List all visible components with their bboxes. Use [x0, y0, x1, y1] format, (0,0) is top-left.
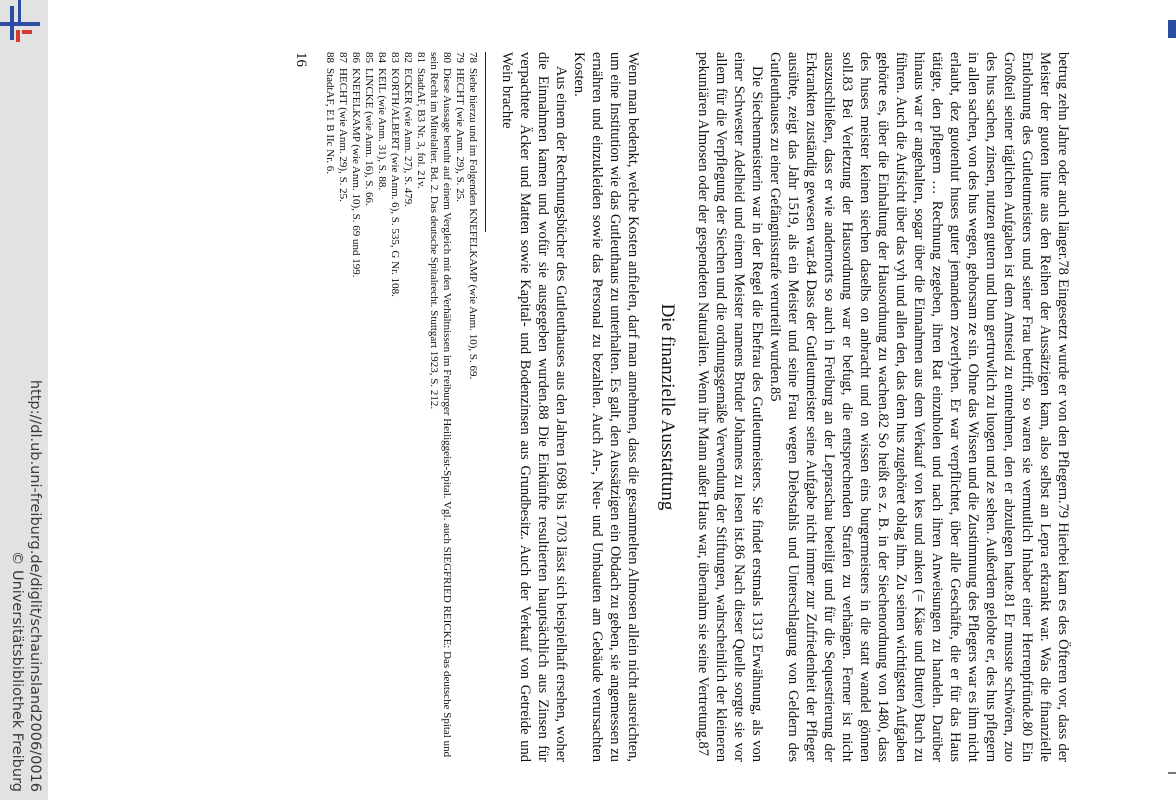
footnote-text: KORTH/ALBERT (wie Anm. 6), S. 535, G Nr. 108. [389, 68, 401, 297]
body-paragraph-1: betrug zehn Jahre oder auch länger.78 Eingesetzt wurde er von den Pflegern.79 Hierbei kam es des Öfteren vor, dass der Meister der guoten liute aus den Reihen der Aussätzigen kam, also selbst an Lepra erkrankt war. Was die finanzielle Entlohnung des Gutleutmeisters und seiner Frau betrifft, so waren sie vermutlich Inhaber einer Herrenpfründe.80 Ein Großteil seiner täglichen Aufgaben ist dem Amtseid zu entnehmen, den er abzulegen hatte.81 Er musste schwören, zuo des hus sachen, zinsen, nutzen gutern und bun gertruwlich zu luogen und ze sehen. Außerdem gelobte er, des hus pflegern in allen sachen, von des hus wegen, gehorsam ze sin. Ohne das Wissen und die Zustimmung des Pflegers war es ihm nicht erlaubt, dez guotenlut huses guter jemandem zeverlyhen. Er war verpflichtet, über alle Geschäfte, die er für das Haus tätigte, den pflegern … Rechnung zegeben, ihren Rat einzuholen und nach ihren Anweisungen zu handeln. Darüber hinaus war er angehalten, sogar über die Einnahmen aus dem Verkauf von kes und anken (= Käse und Butter) Buch zu führen. Auch die Aufsicht über das vyh und allen den, das dem hus zugehöret oblag ihm. Zu seinen wichtigsten Aufgaben gehörte es, über die Einhaltung der Hausordnung zu wachen.82 So heißt es z. B. in der Siechenordnung von 1480, dass des huses meister keinen siechen daselbs on anbracht und on wissen eins burgermeisters in die statt wandel gönnen soll.83 Bei Verletzung der Hausordnung war er befugt, die entsprechenden Strafen zu verhängen. Ferner ist nicht auszuschließen, dass er wie andernorts so auch in Freiburg an der Lepraschau beteiligt und für die Sequestrierung der Erkrankten zuständig gewesen war.84 Dass der Gutleutmeister seine Aufgabe nicht immer zur Zufriedenheit der Pfleger ausübte, zeigt das Jahr 1519, als ein Meister und seine Frau wegen Diebstahls und Unterschlagung von Geldern des Gutleuthauses zu einer Gefängnisstrafe verurteilt wurden.85 [767, 52, 1071, 762]
footnote [414, 52, 427, 762]
footnote-number: 81 [415, 52, 427, 63]
footnote-text: StadtAF, B3 Nr. 3, fol. 21v. [415, 68, 427, 189]
footnote-number: 78 [467, 52, 479, 63]
watermark-copyright: © Universitätsbibliothek Freiburg [9, 550, 25, 792]
edge-marker [1168, 20, 1176, 38]
footnote [362, 52, 375, 762]
body-paragraph-2: Die Siechenmeisterin war in der Regel die Ehefrau des Gutleutmeisters. Sie findet erstmals 1313 Erwähnung, als von einer Schwester Adelheid und einem Meister namens Bruder Johannes zu lesen ist.86 Nach dieser Quelle sorgte sie vor allem für die Verpflegung der Siechen und die ordnungsgemäße Verwendung der Stiftungen, wahrscheinlich der kleineren pekuniären Almosen oder der gespendeten Naturalien. Wenn ihr Mann außer Haus war, übernahm sie seine Vertretung.87 [695, 52, 765, 762]
body-paragraph-3: Wenn man bedenkt, welche Kosten anfielen, darf man annehmen, dass die gesammelten Almosen allein nicht ausreichten, um eine Institution wie das Gutleuthaus zu unterhalten. Es galt, den Aussätzigen ein Obdach zu geben, sie angemessen zu ernähren und einzukleiden sowie das Personal zu bezahlen. Auch An-, Neu- und Umbauten am Gebäude verursachten Kosten. [571, 52, 641, 762]
footnote [323, 52, 336, 762]
watermark-url: http://dl.ub.uni-freiburg.de/diglit/schauinsland2006/0016 [27, 379, 43, 792]
page-number: 16 [293, 52, 309, 67]
footnote [453, 52, 466, 762]
footnote [349, 52, 362, 762]
footnote [336, 52, 349, 762]
footnote-text: ECKER (wie Anm. 27), S. 479. [402, 68, 414, 208]
footnote-text: StadtAF, E1 B IIc Nr. 6. [324, 68, 336, 175]
section-heading: Die finanzielle Ausstattung [657, 303, 678, 511]
footnotes [323, 52, 479, 762]
footnote-divider [485, 52, 486, 232]
footnote-text: KNEFELKAMP (wie Anm. 10), S. 69 und 199. [350, 68, 362, 278]
footnote-text: Diese Aussage beruht auf einem Vergleich mit den Verhältnissen im Freiburger Heiliggeist-Spital. Vgl. auch SIEGFRIED REICKE: Das deutsche Spital und sein Recht im Mittelalter. Bd. 2. Das deutsche Spitalrecht. Stuttgart 1923, S. 212. [428, 52, 453, 758]
footnote-number: 82 [402, 52, 414, 63]
footnote-text: KEIL (wie Anm. 31), S. 88. [376, 68, 388, 191]
footnote-number: 88 [324, 52, 336, 63]
footnote-text: Siehe hierzu und im Folgenden KNEFELKAMP (wie Anm. 10), S. 69. [467, 68, 479, 380]
footnote [466, 52, 479, 762]
footnote-number: 83 [389, 52, 401, 63]
footnote [401, 52, 414, 762]
footnote [388, 52, 401, 762]
footnote-number: 84 [376, 52, 388, 63]
footnote [375, 52, 388, 762]
footnote-number: 80 [441, 52, 453, 63]
edge-tick [1168, 772, 1176, 774]
footnote-text: HECHT (wie Anm. 29), S. 25. [337, 68, 349, 202]
footnote-number: 79 [454, 52, 466, 63]
footnote-text: HECHT (wie Anm. 29), S. 25. [454, 68, 466, 202]
footnote [427, 52, 453, 762]
footnote-number: 85 [363, 52, 375, 63]
body-paragraph-4: Aus einem der Rechnungsbücher des Gutleuthauses aus den Jahren 1698 bis 1703 lässt sich beispielhaft ersehen, woher die Einnahmen kamen und wofür sie ausgegeben wurden.88 Die Einkünfte resultierten hauptsächlich aus Zinsen für verpachtete Äcker und Matten sowie Kapital- und Bodenzinsen aus Grundbesitz. Auch der Verkauf von Getreide und Wein brachte [499, 52, 569, 762]
footnote-text: LINCKE (wie Anm. 16), S. 66. [363, 68, 375, 206]
footnote-number: 86 [350, 52, 362, 63]
footnote-number: 87 [337, 52, 349, 63]
scanned-page [8, 0, 1088, 800]
